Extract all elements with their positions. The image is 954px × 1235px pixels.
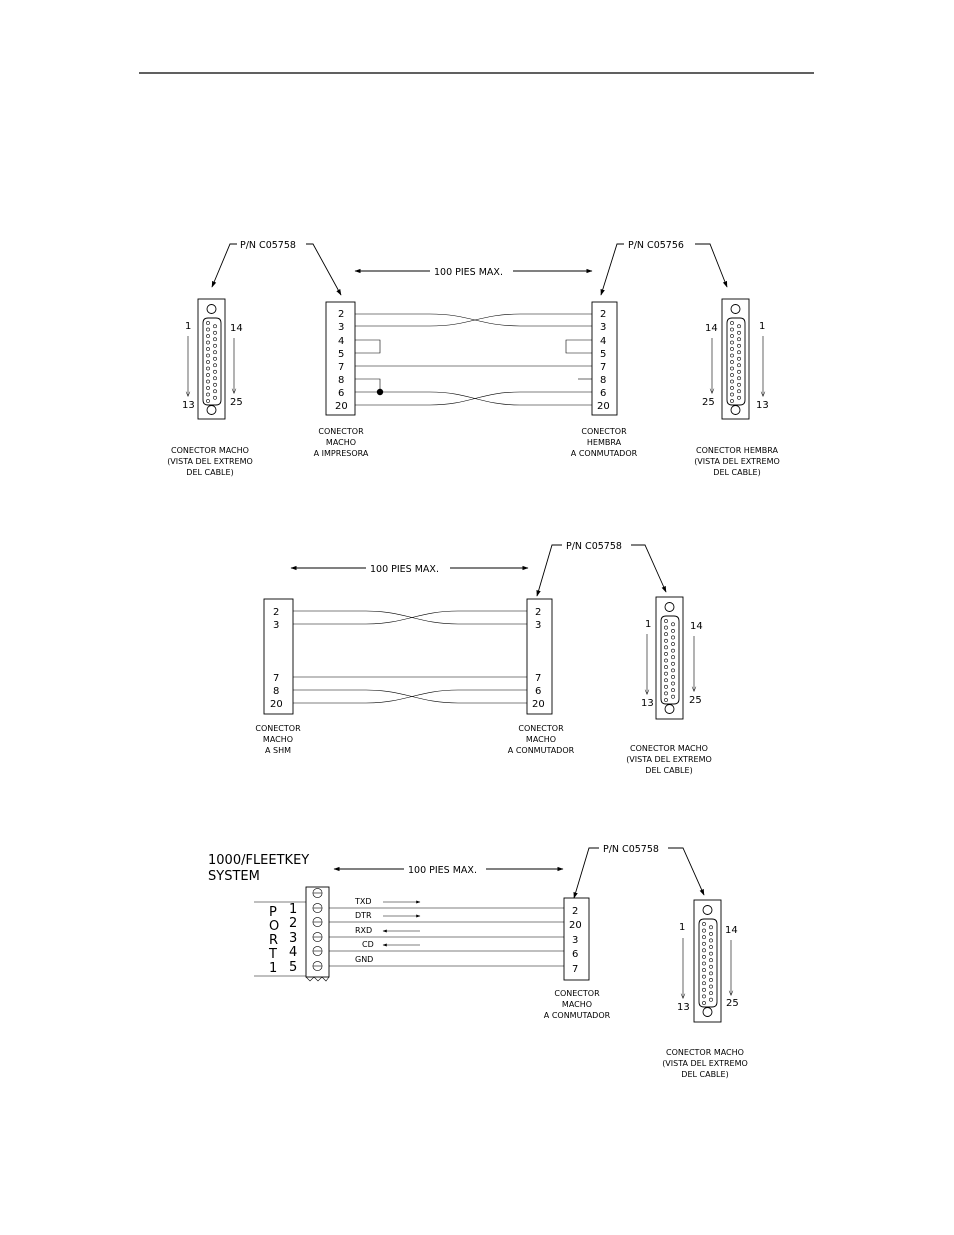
connector-pin: [709, 978, 712, 981]
d3-system-title-2: SYSTEM: [208, 869, 260, 884]
connector-pin: [664, 619, 667, 622]
d2-view-label: [626, 744, 712, 775]
d1-left-view-label: [167, 446, 253, 477]
connector-pin: [709, 952, 712, 955]
svg-text:7: 7: [535, 673, 542, 684]
d1-right-connector-view: [702, 299, 769, 419]
d3-pin-13: 13: [677, 1002, 690, 1013]
connector-pin: [702, 988, 705, 991]
d3-system-title-1: 1000/FLEETKEY: [208, 853, 310, 868]
connector-pin: [737, 364, 740, 367]
svg-text:20: 20: [569, 920, 582, 931]
connector-pin: [206, 347, 209, 350]
svg-text:2: 2: [572, 906, 579, 917]
svg-text:3: 3: [289, 931, 298, 946]
connector-pin: [730, 347, 733, 350]
svg-text:(VISTA DEL EXTREMO: (VISTA DEL EXTREMO: [694, 457, 780, 466]
svg-text:CONECTOR MACHO: CONECTOR MACHO: [630, 744, 708, 753]
svg-text:CONECTOR: CONECTOR: [581, 427, 627, 436]
connector-pin: [664, 685, 667, 688]
connector-pin: [671, 675, 674, 678]
d3-length: 100 PIES MAX.: [408, 865, 477, 876]
connector-pin: [730, 321, 733, 324]
d3-pin-14: 14: [725, 925, 738, 936]
connector-pin: [709, 926, 712, 929]
d1-pn-right: P/N C05756: [628, 240, 684, 251]
connector-pin: [702, 929, 705, 932]
diagram-3: [208, 844, 748, 1079]
connector-pin: [213, 357, 216, 360]
svg-text:A IMPRESORA: A IMPRESORA: [313, 449, 369, 458]
svg-text:7: 7: [273, 673, 280, 684]
d1-left-pin-25: 25: [230, 397, 243, 408]
connector-pin: [664, 633, 667, 636]
d2-pn: P/N C05758: [566, 541, 622, 552]
svg-text:DEL CABLE): DEL CABLE): [645, 766, 693, 775]
d1-right-view-label: [694, 446, 780, 477]
connector-pin: [702, 1001, 705, 1004]
connector-pin: [737, 390, 740, 393]
connector-pin: [709, 939, 712, 942]
svg-text:CONECTOR: CONECTOR: [518, 724, 564, 733]
connector-pin: [213, 344, 216, 347]
connector-pin: [730, 341, 733, 344]
diagram-2: [255, 541, 711, 775]
svg-text:4: 4: [338, 336, 345, 347]
d1-switch-label: [571, 427, 638, 458]
d2-connector-view: [641, 597, 703, 719]
connector-pin: [737, 396, 740, 399]
svg-text:20: 20: [597, 401, 610, 412]
connector-pin: [213, 377, 216, 380]
connector-pin: [671, 695, 674, 698]
svg-text:CONECTOR MACHO: CONECTOR MACHO: [666, 1048, 744, 1057]
d3-pin-25: 25: [726, 998, 739, 1009]
connector-pin: [702, 936, 705, 939]
d3-terminal-numbers: [289, 902, 297, 975]
connector-pin: [213, 338, 216, 341]
connector-pin: [206, 373, 209, 376]
d3-view-label: [662, 1048, 748, 1079]
d2-switch-label: [508, 724, 575, 755]
connector-pin: [709, 992, 712, 995]
svg-text:3: 3: [273, 620, 280, 631]
connector-pin: [671, 629, 674, 632]
svg-text:6: 6: [535, 686, 542, 697]
d3-switch-connector: [564, 898, 589, 980]
svg-text:7: 7: [600, 362, 607, 373]
connector-pin: [730, 367, 733, 370]
svg-text:CONECTOR: CONECTOR: [255, 724, 301, 733]
svg-text:6: 6: [338, 388, 345, 399]
connector-pin: [702, 995, 705, 998]
svg-text:GND: GND: [355, 955, 374, 964]
d2-switch-connector: [527, 599, 552, 714]
connector-pin: [213, 396, 216, 399]
connector-pin: [737, 383, 740, 386]
d1-left-pin-14: 14: [230, 323, 243, 334]
connector-pin: [664, 672, 667, 675]
connector-pin: [206, 341, 209, 344]
connector-pin: [664, 652, 667, 655]
connector-pin: [702, 955, 705, 958]
connector-pin: [737, 344, 740, 347]
connector-pin: [730, 380, 733, 383]
connector-pin: [737, 370, 740, 373]
connector-pin: [737, 357, 740, 360]
connector-pin: [213, 331, 216, 334]
connector-pin: [730, 354, 733, 357]
svg-text:5: 5: [338, 349, 345, 360]
connector-pin: [737, 377, 740, 380]
svg-text:1: 1: [289, 902, 298, 917]
connector-pin: [206, 399, 209, 402]
svg-text:DEL CABLE): DEL CABLE): [713, 468, 761, 477]
connector-pin: [213, 390, 216, 393]
connector-pin: [737, 351, 740, 354]
connector-pin: [664, 665, 667, 668]
connector-pin: [671, 656, 674, 659]
svg-text:8: 8: [600, 375, 607, 386]
d3-pin-1: 1: [679, 922, 686, 933]
svg-text:2: 2: [289, 916, 298, 931]
svg-text:RXD: RXD: [355, 926, 373, 935]
svg-text:1: 1: [269, 961, 278, 976]
connector-pin: [702, 949, 705, 952]
d1-wires: [355, 314, 592, 405]
connector-pin: [709, 972, 712, 975]
connector-pin: [730, 373, 733, 376]
d2-pin-1: 1: [645, 619, 652, 630]
svg-text:(VISTA DEL EXTREMO: (VISTA DEL EXTREMO: [626, 755, 712, 764]
connector-pin: [671, 669, 674, 672]
d2-pin-25: 25: [689, 695, 702, 706]
d1-length: 100 PIES MAX.: [434, 267, 503, 278]
svg-text:CONECTOR MACHO: CONECTOR MACHO: [171, 446, 249, 455]
connector-pin: [671, 689, 674, 692]
svg-text:R: R: [269, 933, 279, 948]
svg-text:2: 2: [338, 309, 345, 320]
d1-printer-connector: [326, 302, 355, 415]
d3-switch-label: [544, 989, 611, 1020]
svg-text:O: O: [269, 919, 280, 934]
connector-pin: [213, 383, 216, 386]
connector-pin: [664, 679, 667, 682]
connector-pin: [664, 659, 667, 662]
connector-pin: [730, 399, 733, 402]
connector-pin: [730, 334, 733, 337]
connector-pin: [206, 367, 209, 370]
d1-switch-connector: [592, 302, 617, 415]
d3-terminal-block: [306, 887, 329, 981]
svg-text:3: 3: [535, 620, 542, 631]
connector-pin: [206, 380, 209, 383]
svg-text:P: P: [269, 905, 277, 920]
svg-text:T: T: [269, 947, 277, 962]
svg-text:8: 8: [273, 686, 280, 697]
svg-text:2: 2: [600, 309, 607, 320]
connector-pin: [709, 985, 712, 988]
svg-text:7: 7: [572, 964, 579, 975]
svg-text:(VISTA DEL EXTREMO: (VISTA DEL EXTREMO: [167, 457, 253, 466]
connector-pin: [671, 682, 674, 685]
svg-text:MACHO: MACHO: [561, 1000, 593, 1009]
connector-pin: [213, 351, 216, 354]
svg-text:A CONMUTADOR: A CONMUTADOR: [570, 449, 638, 458]
svg-text:2: 2: [535, 607, 542, 618]
svg-text:CONECTOR: CONECTOR: [318, 427, 364, 436]
d2-shm-label: [255, 724, 301, 755]
connector-pin: [730, 386, 733, 389]
svg-text:6: 6: [600, 388, 607, 399]
d1-right-pin-1: 1: [759, 321, 766, 332]
svg-text:DEL CABLE): DEL CABLE): [186, 468, 234, 477]
svg-text:3: 3: [600, 322, 607, 333]
connector-pin: [206, 321, 209, 324]
connector-pin: [664, 626, 667, 629]
connector-pin: [664, 692, 667, 695]
connector-pin: [709, 932, 712, 935]
svg-text:5: 5: [600, 349, 607, 360]
connector-pin: [737, 338, 740, 341]
svg-text:CD: CD: [362, 940, 374, 949]
d2-pin-14: 14: [690, 621, 703, 632]
connector-pin: [664, 639, 667, 642]
connector-pin: [702, 962, 705, 965]
svg-text:MACHO: MACHO: [262, 735, 294, 744]
connector-pin: [664, 646, 667, 649]
connector-pin: [671, 623, 674, 626]
connector-pin: [671, 649, 674, 652]
connector-pin: [730, 328, 733, 331]
connector-pin: [206, 328, 209, 331]
d1-left-pin-1: 1: [185, 321, 192, 332]
d1-pn-left: P/N C05758: [240, 240, 296, 251]
svg-text:6: 6: [572, 949, 579, 960]
d2-pin-13: 13: [641, 698, 654, 709]
d2-shm-connector: [264, 599, 293, 714]
svg-text:4: 4: [289, 945, 298, 960]
svg-text:7: 7: [338, 362, 345, 373]
svg-text:20: 20: [335, 401, 348, 412]
svg-text:MACHO: MACHO: [325, 438, 357, 447]
svg-text:A CONMUTADOR: A CONMUTADOR: [507, 746, 575, 755]
connector-pin: [206, 360, 209, 363]
diagram-1: [167, 240, 780, 477]
svg-text:2: 2: [273, 607, 280, 618]
svg-text:5: 5: [289, 960, 298, 975]
connector-pin: [206, 354, 209, 357]
svg-text:TXD: TXD: [355, 897, 372, 906]
svg-text:A CONMUTADOR: A CONMUTADOR: [543, 1011, 611, 1020]
connector-pin: [737, 325, 740, 328]
connector-pin: [737, 331, 740, 334]
svg-text:(VISTA DEL EXTREMO: (VISTA DEL EXTREMO: [662, 1059, 748, 1068]
d1-right-pin-14: 14: [705, 323, 718, 334]
d3-signals: [354, 897, 420, 964]
d1-right-pin-25: 25: [702, 397, 715, 408]
connector-pin: [671, 662, 674, 665]
d2-length: 100 PIES MAX.: [370, 564, 439, 575]
svg-text:A SHM: A SHM: [264, 746, 292, 755]
connector-pin: [206, 393, 209, 396]
connector-pin: [730, 393, 733, 396]
connector-pin: [671, 642, 674, 645]
connector-pin: [702, 942, 705, 945]
svg-text:DTR: DTR: [355, 911, 372, 920]
connector-pin: [702, 982, 705, 985]
svg-text:HEMBRA: HEMBRA: [586, 438, 622, 447]
connector-pin: [730, 360, 733, 363]
connector-pin: [213, 325, 216, 328]
connector-pin: [206, 334, 209, 337]
d3-port-label: [268, 905, 279, 976]
connector-pin: [709, 959, 712, 962]
connector-pin: [709, 998, 712, 1001]
connector-pin: [206, 386, 209, 389]
svg-text:CONECTOR HEMBRA: CONECTOR HEMBRA: [696, 446, 778, 455]
d3-connector-view: [677, 900, 739, 1022]
svg-text:8: 8: [338, 375, 345, 386]
connector-pin: [664, 698, 667, 701]
d1-left-connector-view: [182, 299, 243, 419]
svg-text:3: 3: [338, 322, 345, 333]
connector-pin: [213, 370, 216, 373]
svg-text:CONECTOR: CONECTOR: [554, 989, 600, 998]
connector-pin: [702, 975, 705, 978]
connector-pin: [671, 636, 674, 639]
svg-text:20: 20: [532, 699, 545, 710]
d3-pn: P/N C05758: [603, 844, 659, 855]
d1-printer-label: [314, 427, 369, 458]
d1-left-pin-13: 13: [182, 400, 195, 411]
svg-text:MACHO: MACHO: [525, 735, 557, 744]
d2-wires: [293, 611, 527, 703]
svg-text:4: 4: [600, 336, 607, 347]
connector-pin: [702, 922, 705, 925]
svg-text:20: 20: [270, 699, 283, 710]
d1-right-pin-13: 13: [756, 400, 769, 411]
connector-pin: [702, 968, 705, 971]
connector-pin: [709, 945, 712, 948]
connector-pin: [709, 965, 712, 968]
svg-text:3: 3: [572, 935, 579, 946]
connector-pin: [213, 364, 216, 367]
svg-text:DEL CABLE): DEL CABLE): [681, 1070, 729, 1079]
